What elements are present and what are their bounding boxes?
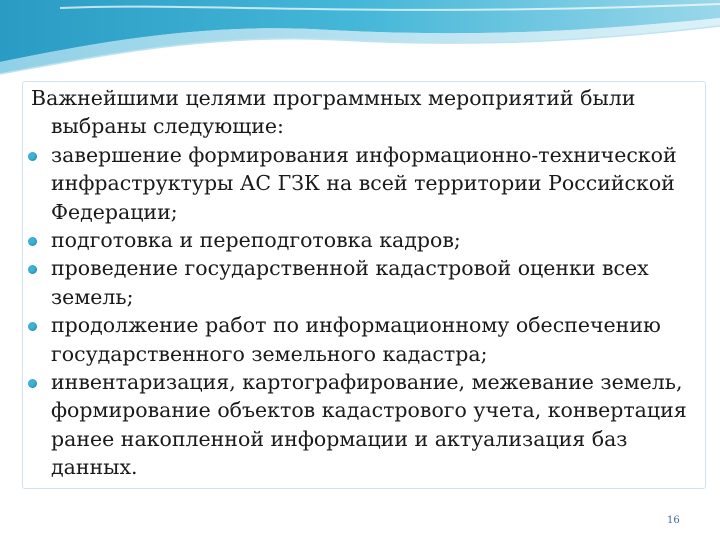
bullet-icon xyxy=(28,237,37,246)
page-number: 16 xyxy=(667,515,680,526)
intro-text: Важнейшими целями программных мероприятий были выбраны следующие: xyxy=(31,86,636,139)
list-item: завершение формирования информационно-технической инфраструктуры АС ГЗК на всей территории Российской Федерации; xyxy=(31,141,697,226)
list-item: проведение государственной кадастровой оценки всех земель; xyxy=(31,254,697,311)
bullet-icon xyxy=(28,322,37,331)
slide-content xyxy=(22,81,706,489)
list-item: продолжение работ по информационному обеспечению государственного земельного кадастра; xyxy=(31,311,697,368)
bullet-icon xyxy=(28,265,37,274)
header-wave-decoration xyxy=(0,0,720,80)
list-item: подготовка и переподготовка кадров; xyxy=(31,226,697,254)
bullet-icon xyxy=(28,152,37,161)
list-item: инвентаризация, картографирование, межевание земель, формирование объектов кадастрового учета, конвертация ранее накопленной информации и актуализация баз данных. xyxy=(31,368,697,482)
bullet-icon xyxy=(28,379,37,388)
